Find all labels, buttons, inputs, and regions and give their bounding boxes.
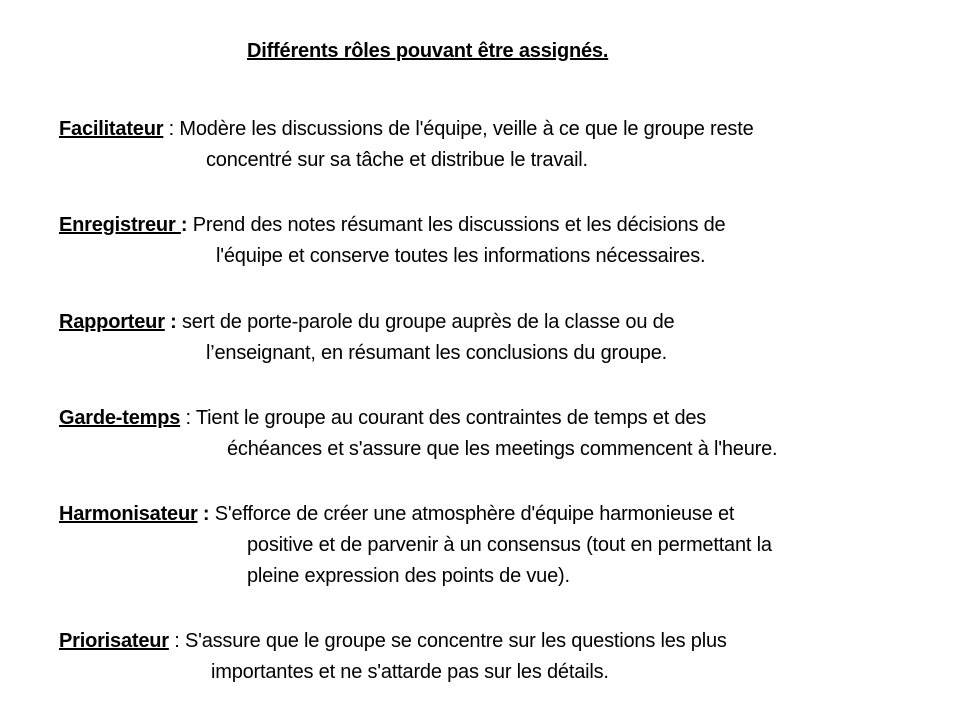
role-separator: : [164, 311, 182, 333]
role-description: Modère les discussions de l'équipe, veille à ce que le groupe reste [179, 118, 754, 140]
role-description-continued: l'équipe et conserve toutes les informations nécessaires. [216, 245, 706, 267]
role-facilitateur [59, 114, 754, 176]
role-description: sert de porte-parole du groupe auprès de la classe ou de [181, 311, 675, 333]
role-description-continued: importantes et ne s'attarde pas sur les détails. [211, 661, 609, 683]
role-description-continued: concentré sur sa tâche et distribue le travail. [206, 149, 588, 171]
role-name: Priorisateur [59, 630, 169, 652]
role-name: Enregistreur [59, 214, 181, 236]
role-name: Facilitateur [59, 118, 164, 140]
role-description: Prend des notes résumant les discussions et les décisions de [192, 214, 726, 236]
role-description-continued: échéances et s'assure que les meetings commencent à l'heure. [227, 438, 778, 460]
role-description-continued: pleine expression des points de vue). [247, 565, 570, 587]
role-separator: : [180, 407, 196, 429]
role-description-continued: l’enseignant, en résumant les conclusions du groupe. [206, 342, 668, 364]
role-enregistreur [59, 210, 725, 272]
role-description: S'efforce de créer une atmosphère d'équipe harmonieuse et [214, 503, 735, 525]
role-name: Harmonisateur [59, 503, 198, 525]
role-description: Tient le groupe au courant des contraintes de temps et des [195, 407, 707, 429]
role-separator: : [180, 214, 193, 236]
role-description-continued: positive et de parvenir à un consensus (tout en permettant la [247, 534, 772, 556]
role-name: Garde-temps [59, 407, 181, 429]
role-rapporteur [59, 307, 674, 369]
page-title: Différents rôles pouvant être assignés. [247, 40, 609, 62]
role-separator: : [163, 118, 180, 140]
role-priorisateur [59, 626, 727, 688]
role-separator: : [197, 503, 215, 525]
role-separator: : [168, 630, 185, 652]
role-harmonisateur [59, 499, 772, 592]
role-name: Rapporteur [59, 311, 165, 333]
role-garde-temps [59, 403, 777, 465]
role-description: S'assure que le groupe se concentre sur les questions les plus [184, 630, 727, 652]
